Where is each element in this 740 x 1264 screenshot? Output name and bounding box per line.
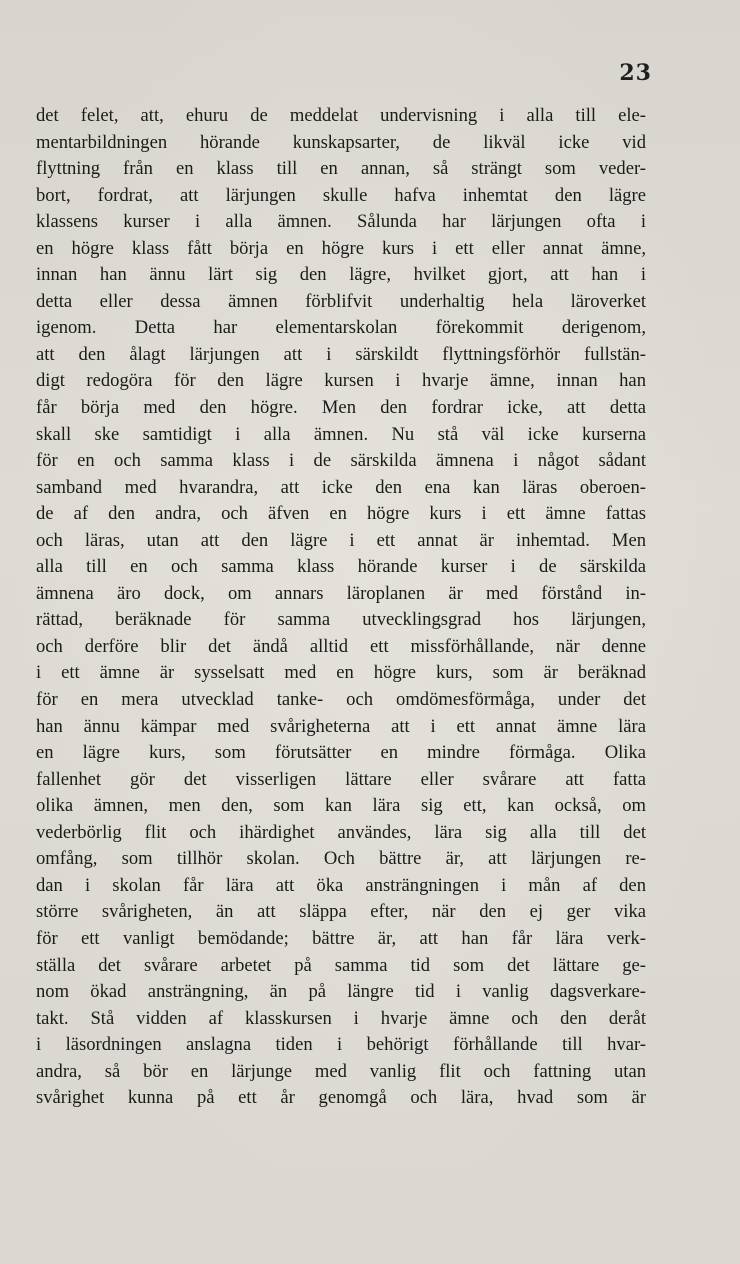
page-number: 23 bbox=[619, 60, 652, 86]
text-line: omfång, som tillhör skolan. Och bättre är, att lärjungen re- bbox=[36, 848, 646, 870]
text-line: innan han ännu lärt sig den lägre, hvilket gjort, att han i bbox=[36, 264, 646, 286]
text-line: de af den andra, och äfven en högre kurs i ett ämne fattas bbox=[36, 503, 646, 525]
text-line: igenom. Detta har elementarskolan förekommit derigenom, bbox=[36, 317, 646, 339]
text-line: mentarbildningen hörande kunskapsarter, de likväl icke vid bbox=[36, 131, 646, 153]
text-line: får börja med den högre. Men den fordrar icke, att detta bbox=[36, 397, 646, 419]
text-line: rättad, beräknade för samma utvecklingsgrad hos lärjungen, bbox=[36, 609, 646, 631]
text-line: detta eller dessa ämnen förblifvit underhaltig hela läroverket bbox=[36, 290, 646, 312]
text-line: andra, så bör en lärjunge med vanlig flit och fattning utan bbox=[36, 1060, 646, 1082]
text-line: ämnena äro dock, om annars läroplanen är med förstånd in- bbox=[36, 582, 646, 604]
text-line: i ett ämne är sysselsatt med en högre kurs, som är beräknad bbox=[36, 662, 646, 684]
text-line: svårighet kunna på ett år genomgå och lära, hvad som är bbox=[36, 1087, 646, 1109]
text-line: vederbörlig flit och ihärdighet användes, lära sig alla till det bbox=[36, 821, 646, 843]
text-line: ställa det svårare arbetet på samma tid som det lättare ge- bbox=[36, 954, 646, 976]
text-line: skall ske samtidigt i alla ämnen. Nu stå väl icke kurserna bbox=[36, 423, 646, 445]
text-line: flyttning från en klass till en annan, så strängt som veder- bbox=[36, 158, 646, 180]
text-line: för en och samma klass i de särskilda ämnena i något sådant bbox=[36, 450, 646, 472]
text-line: och läras, utan att den lägre i ett annat är inhemtad. Men bbox=[36, 529, 646, 551]
text-line: för en mera utvecklad tanke- och omdömesförmåga, under det bbox=[36, 689, 646, 711]
text-line: det felet, att, ehuru de meddelat undervisning i alla till ele- bbox=[36, 105, 646, 126]
text-line: i läsordningen anslagna tiden i behörigt förhållande till hvar- bbox=[36, 1034, 646, 1056]
text-line: en högre klass fått börja en högre kurs i ett eller annat ämne, bbox=[36, 237, 646, 259]
text-line: digt redogöra för den lägre kursen i hvarje ämne, innan han bbox=[36, 370, 646, 392]
text-line: olika ämnen, men den, som kan lära sig ett, kan också, om bbox=[36, 795, 646, 817]
text-line: bort, fordrat, att lärjungen skulle hafva inhemtat den lägre bbox=[36, 184, 646, 206]
body-text bbox=[36, 103, 646, 1112]
text-line: att den ålagt lärjungen att i särskildt flyttningsförhör fullstän- bbox=[36, 343, 646, 365]
text-line: och derföre blir det ändå alltid ett missförhållande, när denne bbox=[36, 635, 646, 657]
text-line: för ett vanligt bemödande; bättre är, att han får lära verk- bbox=[36, 927, 646, 949]
text-line: nom ökad ansträngning, än på längre tid i vanlig dagsverkare- bbox=[36, 981, 646, 1003]
text-line: han ännu kämpar med svårigheterna att i ett annat ämne lära bbox=[36, 715, 646, 737]
text-line: större svårigheten, än att släppa efter, när den ej ger vika bbox=[36, 901, 646, 923]
text-line: takt. Stå vidden af klasskursen i hvarje ämne och den deråt bbox=[36, 1007, 646, 1029]
text-line: dan i skolan får lära att öka ansträngningen i mån af den bbox=[36, 874, 646, 896]
text-line: fallenhet gör det visserligen lättare eller svårare att fatta bbox=[36, 768, 646, 790]
text-line: alla till en och samma klass hörande kurser i de särskilda bbox=[36, 556, 646, 578]
text-line: klassens kurser i alla ämnen. Sålunda har lärjungen ofta i bbox=[36, 211, 646, 233]
text-line: en lägre kurs, som förutsätter en mindre förmåga. Olika bbox=[36, 742, 646, 764]
text-line: samband med hvarandra, att icke den ena kan läras oberoen- bbox=[36, 476, 646, 498]
